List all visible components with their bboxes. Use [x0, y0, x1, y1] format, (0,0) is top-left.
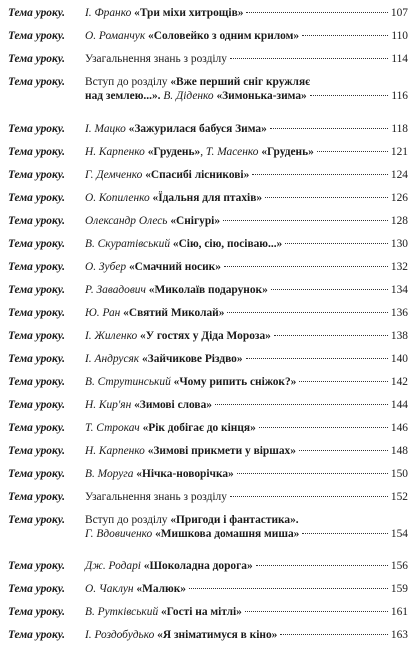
toc-entry: [8, 628, 408, 642]
author-name: Олександр Олесь: [85, 215, 168, 227]
entry-title: [85, 122, 267, 136]
work-title: «Пригоди і фантастика».: [170, 514, 299, 526]
work-title: «Я зніматимуся в кіно»: [154, 629, 278, 641]
work-title: «Зимові слова»: [131, 399, 212, 411]
entry-title: [85, 168, 249, 182]
toc-entry: [8, 421, 408, 435]
dot-leader: [280, 634, 388, 635]
toc-entry: [8, 191, 408, 205]
dot-leader: [302, 533, 388, 534]
author-name: В. Струтинський: [85, 376, 171, 388]
entry-title: [85, 145, 314, 159]
lesson-label: Тема уроку.: [8, 330, 65, 342]
lesson-label: Тема уроку.: [8, 422, 65, 434]
work-title: «Святий Миколай»: [120, 307, 225, 319]
toc-entry: [8, 582, 408, 596]
page-number: 138: [390, 330, 408, 342]
entry-title: [85, 214, 220, 228]
entry-title: [85, 352, 243, 366]
lesson-label: Тема уроку.: [8, 30, 65, 42]
dot-leader: [237, 473, 388, 474]
author-name: В. Скуратівський: [85, 238, 171, 250]
entry-title: [85, 398, 212, 412]
dot-leader: [265, 197, 388, 198]
entry-text: Узагальнення знань з розділу: [85, 53, 227, 65]
toc-entry: [8, 237, 408, 251]
page-number: 140: [390, 353, 408, 365]
page-number: 134: [390, 284, 408, 296]
entry-text: Вступ до розділу: [85, 514, 171, 526]
toc-entry: [8, 145, 408, 159]
toc-entry: [8, 29, 408, 43]
lesson-label: Тема уроку.: [8, 215, 65, 227]
dot-leader: [252, 174, 388, 175]
dot-leader: [274, 335, 388, 336]
lesson-label: Тема уроку.: [8, 169, 65, 181]
toc-entry: [8, 75, 408, 103]
author-name: Дж. Родарі: [85, 560, 141, 572]
page-number: 142: [390, 376, 408, 388]
entry-title: [85, 283, 268, 297]
page-number: 110: [391, 30, 408, 42]
dot-leader: [246, 358, 388, 359]
dot-leader: [227, 312, 387, 313]
entry-title: [85, 559, 253, 573]
page-number: 124: [390, 169, 408, 181]
entry-title: [85, 582, 186, 596]
work-title: «Смачний носик»: [126, 261, 221, 273]
entry-text: ,: [200, 146, 206, 158]
page-number: 107: [390, 7, 408, 19]
page-number: 150: [390, 468, 408, 480]
author-name: О. Копиленко: [85, 192, 150, 204]
entry-title: [85, 444, 296, 458]
lesson-label: Тема уроку.: [8, 261, 65, 273]
author-name: Т. Строкач: [85, 422, 140, 434]
author-name: Ю. Ран: [85, 307, 121, 319]
entry-title: [85, 89, 307, 103]
author-name: І. Андрусяк: [85, 353, 140, 365]
author-name: І. Роздобудько: [85, 629, 155, 641]
author-name: Н. Карпенко: [85, 146, 145, 158]
entry-title: [85, 306, 224, 320]
entry-title: [85, 191, 262, 205]
author-name: В. Рутківський: [85, 606, 159, 618]
author-name: І. Жиленко: [85, 330, 138, 342]
page-number: 128: [390, 215, 408, 227]
author-name: І. Мацко: [85, 123, 126, 135]
work-title: «Соловейко з одним крилом»: [145, 30, 300, 42]
lesson-label: Тема уроку.: [8, 445, 65, 457]
page-number: 148: [390, 445, 408, 457]
entry-title: [85, 605, 242, 619]
page-number: 146: [390, 422, 408, 434]
dot-leader: [245, 611, 388, 612]
lesson-label: Тема уроку.: [8, 606, 65, 618]
toc-entry: [8, 375, 408, 389]
author-name: Н. Карпенко: [85, 445, 145, 457]
lesson-label: Тема уроку.: [8, 514, 65, 526]
dot-leader: [271, 289, 388, 290]
lesson-label: Тема уроку.: [8, 491, 65, 503]
toc-entry: [8, 559, 408, 573]
entry-title: [85, 628, 277, 642]
lesson-label: Тема уроку.: [8, 468, 65, 480]
toc-entry: [8, 467, 408, 481]
work-title: «Зимонька-зима»: [213, 90, 307, 102]
dot-leader: [230, 58, 388, 59]
dot-leader: [189, 588, 388, 589]
dot-leader: [224, 266, 388, 267]
entry-title: [85, 29, 299, 43]
entry-title: [85, 329, 271, 343]
author-name: В. Моруга: [85, 468, 134, 480]
toc-entry: [8, 52, 408, 66]
page-number: 130: [390, 238, 408, 250]
work-title: «Миколаїв подарунок»: [145, 284, 268, 296]
dot-leader: [230, 496, 388, 497]
toc-entry: [8, 283, 408, 297]
work-title: «Грудень»: [144, 146, 201, 158]
toc-entry: [8, 352, 408, 366]
lesson-label: Тема уроку.: [8, 284, 65, 296]
author-name: І. Франко: [85, 7, 132, 19]
entry-title: [85, 527, 299, 541]
entry-text: Вступ до розділу: [85, 76, 171, 88]
page-number: 118: [391, 123, 408, 135]
entry-title: [85, 467, 234, 481]
dot-leader: [223, 220, 388, 221]
toc-entry: [8, 490, 408, 504]
dot-leader: [215, 404, 388, 405]
page-number: 163: [390, 629, 408, 641]
lesson-label: Тема уроку.: [8, 376, 65, 388]
dot-leader: [310, 95, 388, 96]
lesson-label: Тема уроку.: [8, 192, 65, 204]
toc-entry: [8, 6, 408, 20]
entry-title: [85, 6, 243, 20]
entry-title: [85, 375, 296, 389]
entry-title: [85, 260, 221, 274]
lesson-label: Тема уроку.: [8, 353, 65, 365]
lesson-label: Тема уроку.: [8, 123, 65, 135]
work-title: «Зимові прикмети у віршах»: [144, 445, 296, 457]
page-number: 154: [390, 528, 408, 540]
page-number: 144: [390, 399, 408, 411]
dot-leader: [270, 128, 388, 129]
page-number: 132: [390, 261, 408, 273]
lesson-label: Тема уроку.: [8, 238, 65, 250]
page-number: 121: [390, 146, 408, 158]
dot-leader: [285, 243, 388, 244]
lesson-label: Тема уроку.: [8, 7, 65, 19]
dot-leader: [317, 151, 388, 152]
entry-title: [85, 421, 256, 435]
lesson-label: Тема уроку.: [8, 399, 65, 411]
author-name: О. Зубер: [85, 261, 127, 273]
entry-text: Узагальнення знань з розділу: [85, 491, 227, 503]
toc-entry: [8, 306, 408, 320]
toc-entry: [8, 605, 408, 619]
author-name: Г. Вдовиченко: [85, 528, 153, 540]
entry-title: [85, 237, 282, 251]
dot-leader: [302, 35, 388, 36]
work-title: «Зажурилася бабуся Зима»: [125, 123, 267, 135]
author-name: В. Діденко: [160, 90, 214, 102]
dot-leader: [259, 427, 388, 428]
work-title: «Мишкова домашня миша»: [152, 528, 300, 540]
work-title: «Сію, сію, посіваю...»: [170, 238, 283, 250]
author-name: О. Чаклун: [85, 583, 134, 595]
author-name: Т. Масенко: [205, 146, 259, 158]
toc-entry: [8, 122, 408, 136]
work-title: «У гостях у Діда Мороза»: [137, 330, 271, 342]
author-name: Н. Кир'ян: [85, 399, 132, 411]
work-title: «Три міхи хитрощів»: [131, 7, 244, 19]
dot-leader: [299, 381, 388, 382]
work-title: «Снігурі»: [167, 215, 221, 227]
page-number: 136: [390, 307, 408, 319]
work-title: «Вже перший сніг кружляє: [170, 76, 311, 88]
lesson-label: Тема уроку.: [8, 76, 65, 88]
author-name: Р. Завадович: [85, 284, 146, 296]
author-name: Г. Демченко: [85, 169, 143, 181]
lesson-label: Тема уроку.: [8, 583, 65, 595]
toc-entry: [8, 444, 408, 458]
page-number: 161: [390, 606, 408, 618]
toc-entry: [8, 214, 408, 228]
dot-leader: [246, 12, 387, 13]
work-title: «Рік добігає до кінця»: [139, 422, 256, 434]
entry-title: [85, 490, 227, 504]
dot-leader: [256, 565, 388, 566]
work-title: над землею...».: [85, 90, 161, 102]
work-title: «Нічка-новорічка»: [133, 468, 234, 480]
work-title: «Грудень»: [258, 146, 314, 158]
toc-entry: [8, 513, 408, 541]
work-title: «Малюк»: [133, 583, 186, 595]
page-number: 116: [391, 90, 408, 102]
toc-entry: [8, 329, 408, 343]
page-number: 152: [390, 491, 408, 503]
work-title: «Зайчикове Різдво»: [139, 353, 243, 365]
author-name: О. Романчук: [85, 30, 146, 42]
work-title: «Чому рипить сніжок?»: [170, 376, 297, 388]
lesson-label: Тема уроку.: [8, 146, 65, 158]
page-number: 159: [390, 583, 408, 595]
page-number: 114: [391, 53, 408, 65]
work-title: «Спасибі лісникові»: [142, 169, 250, 181]
work-title: «Гості на мітлі»: [158, 606, 242, 618]
page-number: 126: [390, 192, 408, 204]
dot-leader: [299, 450, 388, 451]
entry-title: [85, 52, 227, 66]
work-title: «Шоколадна дорога»: [140, 560, 253, 572]
entry-title: [85, 513, 299, 527]
toc-entry: [8, 260, 408, 274]
toc-entry: [8, 398, 408, 412]
lesson-label: Тема уроку.: [8, 629, 65, 641]
entry-title: [85, 75, 310, 89]
work-title: «Їдальня для птахів»: [149, 192, 263, 204]
page-number: 156: [390, 560, 408, 572]
lesson-label: Тема уроку.: [8, 53, 65, 65]
toc-entry: [8, 168, 408, 182]
lesson-label: Тема уроку.: [8, 560, 65, 572]
lesson-label: Тема уроку.: [8, 307, 65, 319]
